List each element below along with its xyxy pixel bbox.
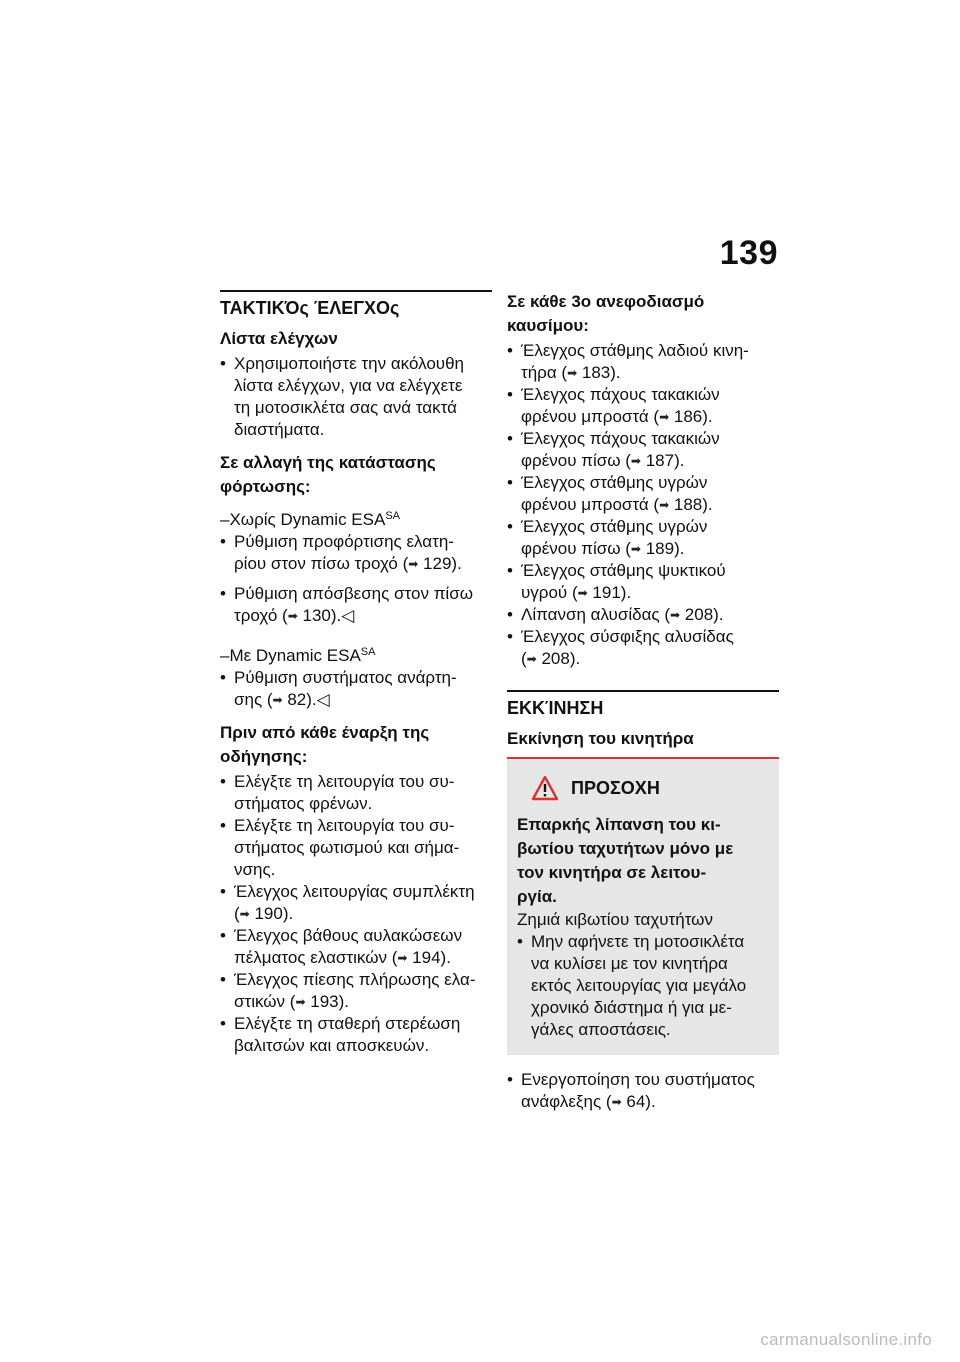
page-ref[interactable]: 183 [581, 363, 611, 382]
list-item-coolant: • Έλεγχος στάθμης ψυκτικού υγρού (➡ 191). [507, 561, 726, 602]
list-item-tread: • Έλεγχος βάθους αυλακώσεων πέλματος ελαστικών (➡ 194). [220, 926, 463, 967]
page-ref-arrow-icon: ➡ [659, 410, 670, 424]
list-item-pressure: • Έλεγχος πίεσης πλήρωσης ελα- στικών (➡ 193). [220, 970, 476, 1011]
list-item-front-fluid: • Έλεγχος στάθμης υγρών φρένου μπροστά (➡ 188). [507, 473, 713, 514]
page-ref[interactable]: 193 [310, 992, 339, 1011]
warning-consequence: Ζημιά κιβωτίου ταχυτήτων [517, 910, 713, 929]
page-ref[interactable]: 130 [302, 606, 331, 625]
left-column [220, 290, 492, 1057]
page-ref-arrow-icon: ➡ [397, 951, 408, 965]
page-ref-arrow-icon: ➡ [272, 693, 283, 707]
page-ref[interactable]: 194 [412, 948, 441, 967]
page-ref[interactable]: 187 [645, 451, 675, 470]
right-column [507, 290, 779, 1113]
warning-bullet: • Μην αφήνετε τη μοτοσικλέτα να κυλίσει με τον κινητήρα εκτός λειτουργίας για μεγάλο χρονικό διάστημα ή για με- γάλες αποστάσεις. [517, 932, 747, 1039]
page-ref-arrow-icon: ➡ [669, 608, 681, 622]
warning-box [507, 757, 779, 1055]
with-esa-label: –Με Dynamic $ESA^{SA}$ [220, 646, 376, 665]
page-ref[interactable]: 129 [423, 554, 452, 573]
section-title-start: ΕΚΚΊΝΗΣΗ [507, 690, 779, 719]
list-item-chain-lube: • Λίπανση αλυσίδας (➡ 208). [507, 605, 724, 624]
list-item-rear-preload: • Ρύθμιση προφόρτισης ελατη- ρίου στον πίσω τροχό (➡ 129). [220, 532, 462, 573]
list-item-chain-tension: • Έλεγχος σύσφιξης αλυσίδας (➡ 208). [507, 627, 734, 668]
page-ref-arrow-icon: ➡ [611, 1095, 622, 1109]
page-number: 139 [719, 234, 778, 272]
page-ref[interactable]: 64 [626, 1092, 646, 1111]
warning-title: Επαρκής λίπανση του κι- βωτίου ταχυτήτων μόνο με τον κινητήρα σε λειτου- ργία. [517, 815, 734, 906]
watermark-footer: carmanualsonline.info [760, 1330, 932, 1349]
page-ref[interactable]: 186 [673, 407, 703, 426]
list-item: • Χρησιμοποιήστε την ακόλουθη λίστα ελέγχων, για να ελέγχετε τη μοτοσικλέτα σας ανά τακτά διαστήματα. [220, 354, 464, 439]
list-item-brakes: • Ελέγξτε τη λειτουργία του συ- στήματος φρένων. [220, 772, 455, 813]
section-title-maintenance: ΤΑΚΤΙΚΌς ΈΛΕΓΧΟς [220, 290, 492, 319]
list-item-suspension: • Ρύθμιση συστήματος ανάρτη- σης (➡ 82).◁ [220, 668, 457, 709]
list-item-lights: • Ελέγξτε τη λειτουργία του συ- στήματος φωτισμού και σήμα- νσης. [220, 816, 460, 879]
list-item-rear-fluid: • Έλεγχος στάθμης υγρών φρένου πίσω (➡ 189). [507, 517, 708, 558]
refuel-heading: Σε κάθε 3ο ανεφοδιασμό καυσίμου: [507, 292, 705, 335]
page-ref[interactable]: 190 [254, 904, 283, 923]
page-ref[interactable]: 208 [541, 649, 570, 668]
page-ref-arrow-icon: ➡ [567, 366, 578, 380]
page-ref-arrow-icon: ➡ [287, 609, 298, 623]
page-ref[interactable]: 82 [287, 690, 307, 709]
page-ref-arrow-icon: ➡ [630, 542, 641, 556]
page-ref-arrow-icon: ➡ [526, 652, 537, 666]
page-ref-arrow-icon: ➡ [239, 907, 250, 921]
list-item-ignition: • Ενεργοποίηση του συστήματος ανάφλεξης (➡ 64). [507, 1070, 755, 1111]
page-ref-arrow-icon: ➡ [659, 498, 670, 512]
warning-header [531, 775, 769, 801]
list-item-luggage: • Ελέγξτε τη σταθερή στερέωση βαλιτσών και αποσκευών. [220, 1014, 461, 1055]
warning-triangle-icon [531, 775, 559, 801]
page-ref[interactable]: 191 [592, 583, 621, 602]
page-ref[interactable]: 188 [673, 495, 703, 514]
load-change-heading: Σε αλλαγή της κατάστασης φόρτωσης: [220, 453, 436, 496]
page-ref-arrow-icon: ➡ [577, 586, 588, 600]
before-ride-heading: Πριν από κάθε έναρξη της οδήγησης: [220, 723, 430, 766]
list-item-front-pads: • Έλεγχος πάχους τακακιών φρένου μπροστά (➡ 186). [507, 385, 720, 426]
page-ref-arrow-icon: ➡ [295, 995, 306, 1009]
list-item-oil: • Έλεγχος στάθμης λαδιού κινη- τήρα (➡ 183). [507, 341, 749, 382]
list-item-rear-pads: • Έλεγχος πάχους τακακιών φρένου πίσω (➡ 187). [507, 429, 720, 470]
list-item-rear-damping: • Ρύθμιση απόσβεσης στον πίσω τροχό (➡ 130).◁ [220, 584, 473, 625]
page-ref[interactable]: 208 [684, 605, 714, 624]
page-ref-arrow-icon: ➡ [630, 454, 641, 468]
list-item-clutch: • Έλεγχος λειτουργίας συμπλέκτη (➡ 190). [220, 882, 475, 923]
start-engine-heading: Εκκίνηση του κινητήρα [507, 729, 694, 748]
page-ref[interactable]: 189 [645, 539, 675, 558]
warning-label: ΠΡΟΣΟΧΗ [571, 777, 660, 798]
without-esa-label: –Χωρίς Dynamic $ESA^{SA}$ [220, 510, 400, 529]
page-ref-arrow-icon: ➡ [408, 557, 419, 571]
checklist-heading: Λίστα ελέγχων [220, 329, 338, 348]
